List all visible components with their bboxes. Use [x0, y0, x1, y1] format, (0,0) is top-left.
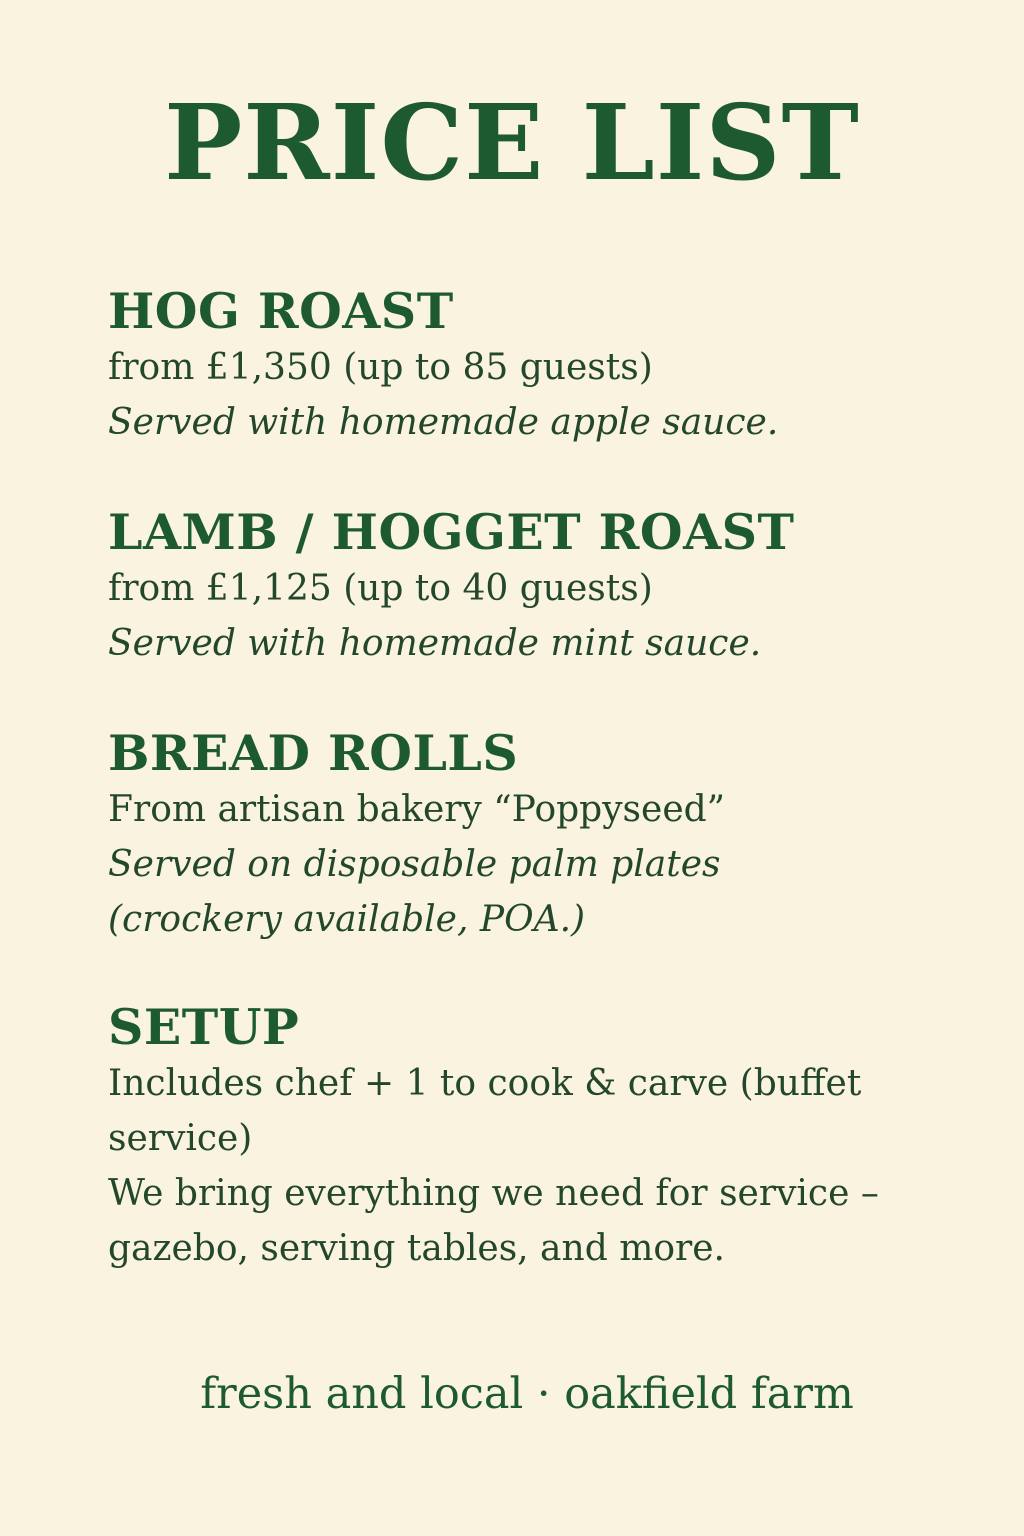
section-heading: LAMB / HOGGET ROAST — [108, 503, 795, 561]
section-note: Served with homemade mint sauce. — [108, 623, 762, 664]
section-hog-roast — [108, 282, 928, 450]
setup-line: We bring everything we need for service – — [108, 1173, 879, 1214]
footer-tagline: fresh and local · oakfield farm — [200, 1369, 854, 1419]
section-heading: HOG ROAST — [108, 282, 454, 340]
section-source: From artisan bakery “Poppyseed” — [108, 789, 726, 830]
section-heading: SETUP — [108, 998, 300, 1056]
section-heading: BREAD ROLLS — [108, 724, 519, 782]
section-note: (crockery available, POA.) — [108, 899, 586, 940]
setup-line: service) — [108, 1118, 253, 1159]
section-lamb-hogget-roast — [108, 503, 928, 671]
setup-line: Includes chef + 1 to cook & carve (buffet — [108, 1063, 862, 1104]
setup-line: gazebo, serving tables, and more. — [108, 1228, 725, 1269]
section-bread-rolls — [108, 724, 928, 947]
section-note: Served on disposable palm plates — [108, 844, 721, 885]
page-title: PRICE LIST — [164, 81, 860, 204]
section-price: from £1,125 (up to 40 guests) — [108, 568, 653, 609]
section-setup — [108, 998, 928, 1276]
section-note: Served with homemade apple sauce. — [108, 402, 779, 443]
section-price: from £1,350 (up to 85 guests) — [108, 347, 653, 388]
